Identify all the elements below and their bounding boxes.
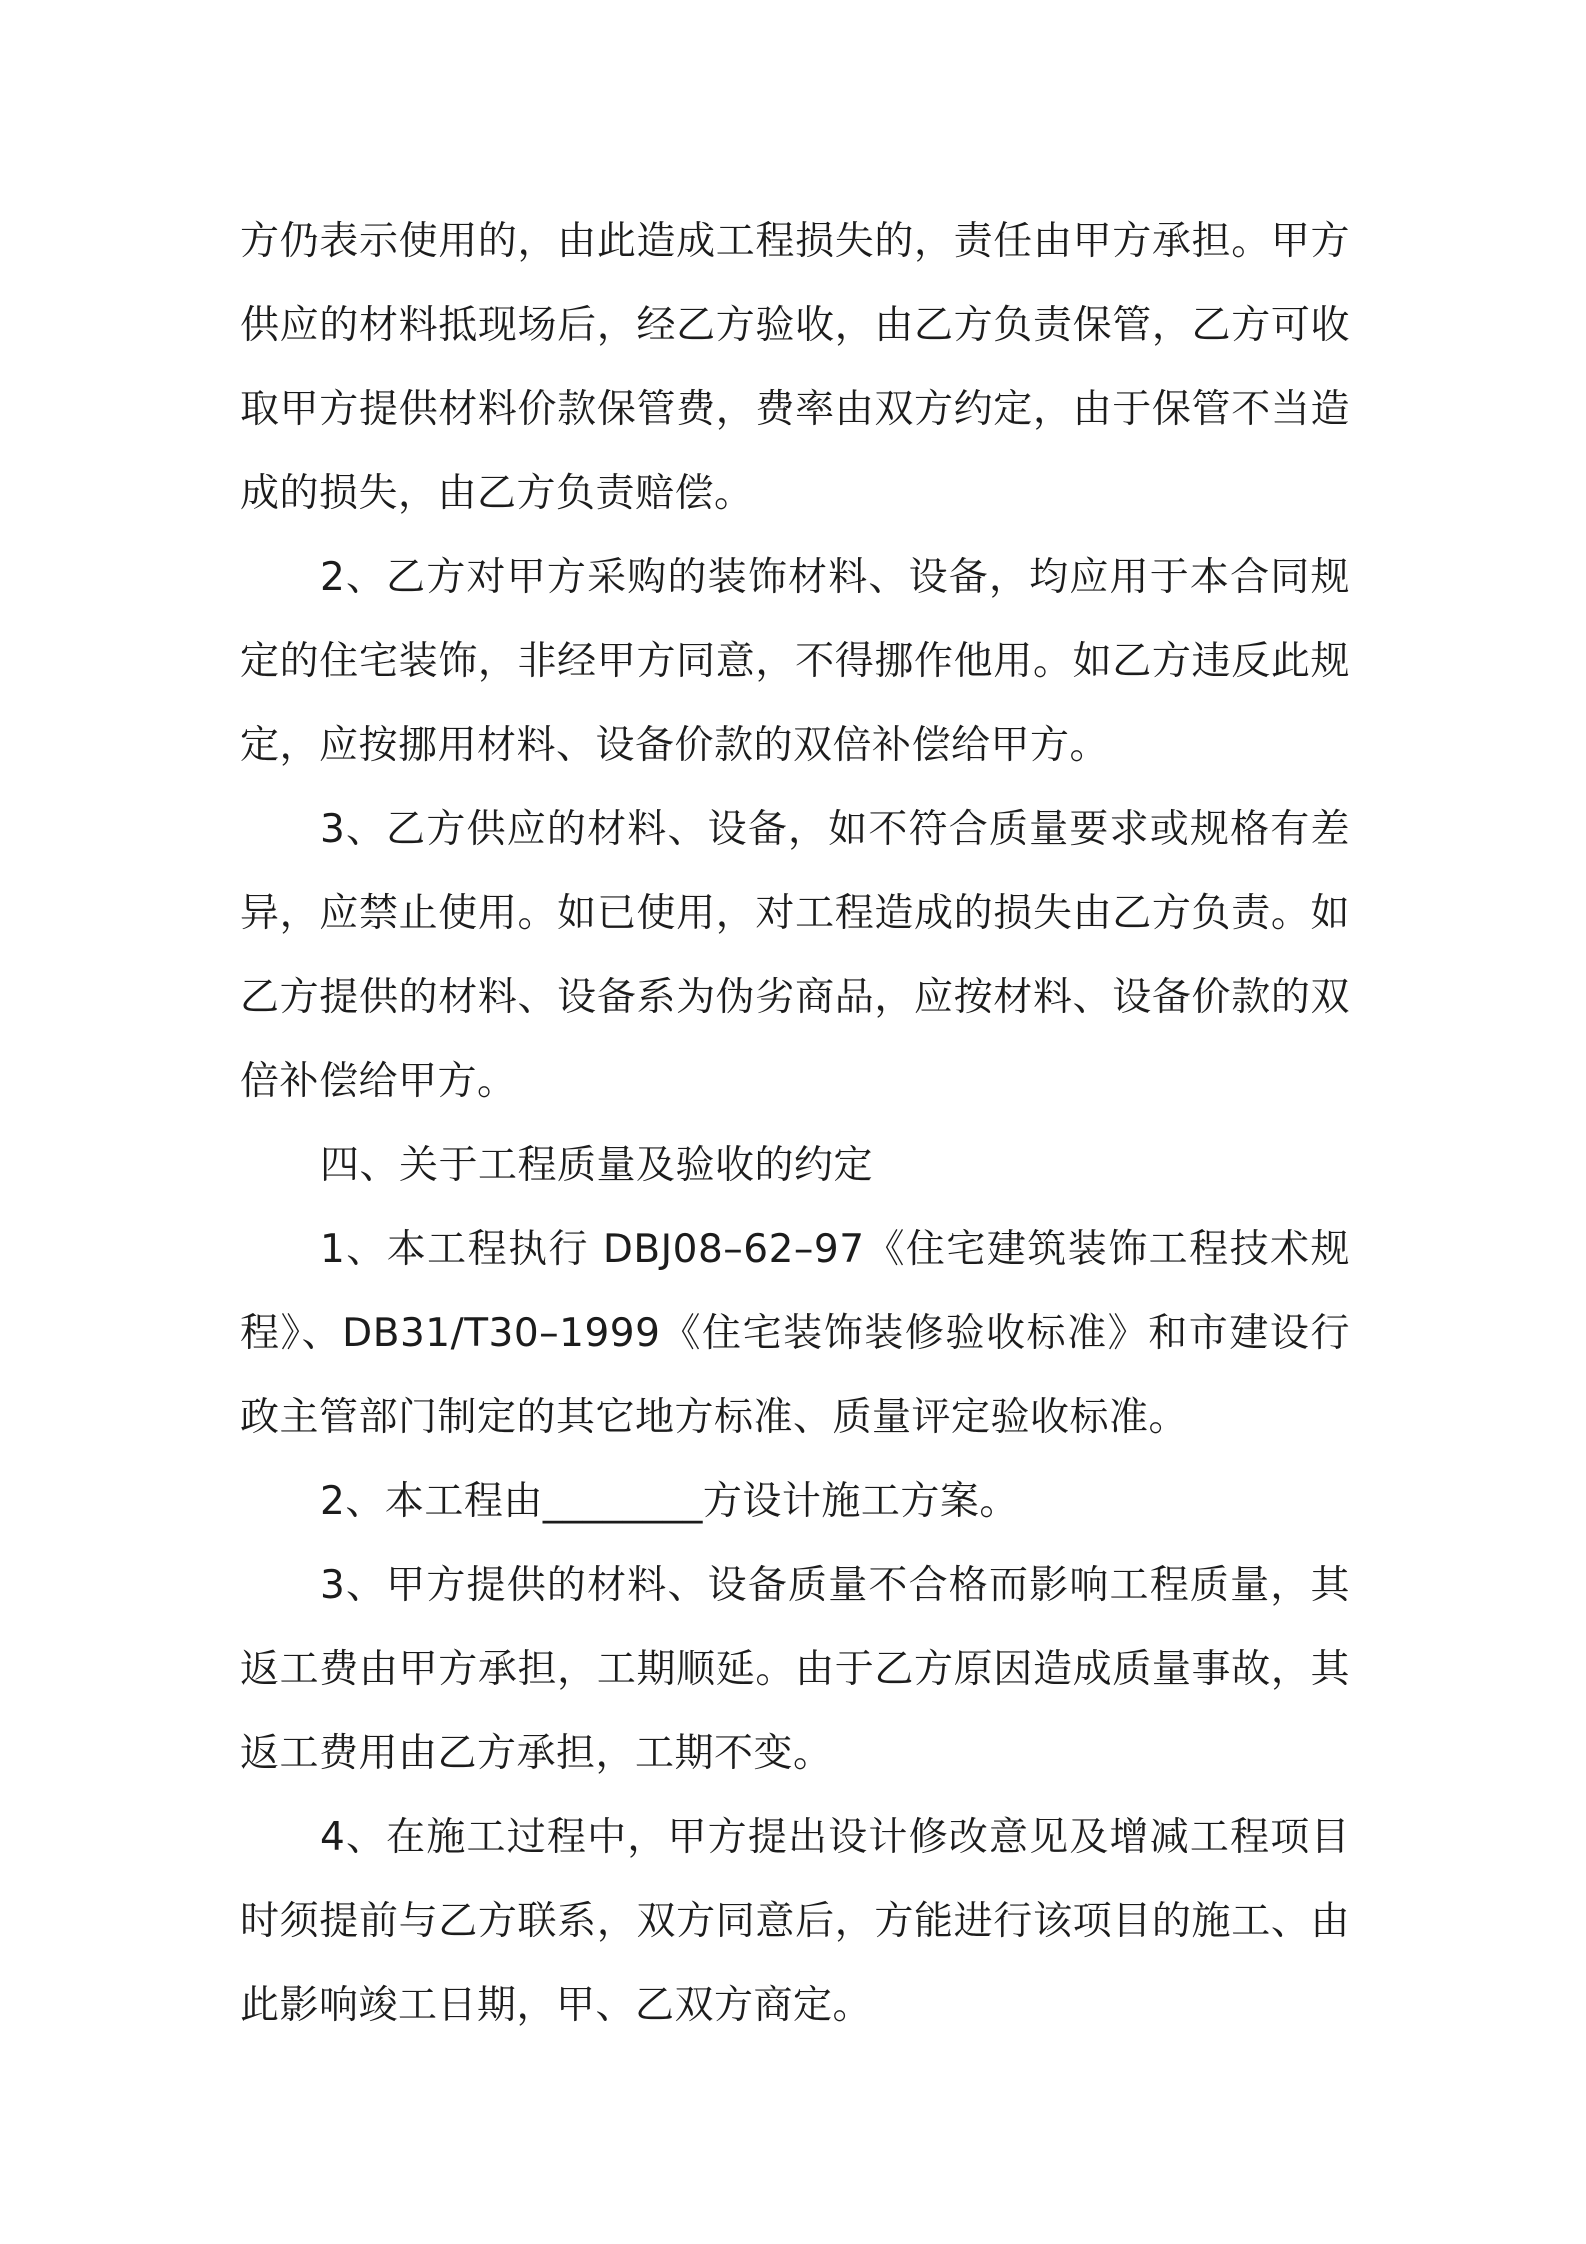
paragraph-quality-clause-2: 2、本工程由________方设计施工方案。	[320, 1479, 1019, 1524]
paragraph-clause-3: 3、乙方供应的材料、设备，如不符合质量要求或规格有差异，应禁止使用。如已使用，对工程造成的损失由乙方负责。如乙方提供的材料、设备系为伪劣商品，应按材料、设备价款的双倍补偿给甲方。	[240, 807, 1350, 1104]
paragraph-quality-clause-4: 4、在施工过程中，甲方提出设计修改意见及增减工程项目时须提前与乙方联系，双方同意后，方能进行该项目的施工、由此影响竣工日期，甲、乙双方商定。	[240, 1815, 1350, 2028]
paragraph-quality-clause-1: 1、本工程执行 DBJ08–62–97《住宅建筑装饰工程技术规程》、DB31/T30–1999《住宅装饰装修验收标准》和市建设行政主管部门制定的其它地方标准、质量评定验收标准。	[240, 1227, 1350, 1440]
paragraph-quality-clause-3: 3、甲方提供的材料、设备质量不合格而影响工程质量，其返工费由甲方承担，工期顺延。由于乙方原因造成质量事故，其返工费用由乙方承担，工期不变。	[240, 1563, 1350, 1776]
paragraph-clause-2: 2、乙方对甲方采购的装饰材料、设备，均应用于本合同规定的住宅装饰，非经甲方同意，不得挪作他用。如乙方违反此规定，应按挪用材料、设备价款的双倍补偿给甲方。	[240, 555, 1350, 768]
paragraph-continuation: 方仍表示使用的，由此造成工程损失的，责任由甲方承担。甲方供应的材料抵现场后，经乙方验收，由乙方负责保管，乙方可收取甲方提供材料价款保管费，费率由双方约定，由于保管不当造成的损失，由乙方负责赔偿。	[240, 219, 1350, 516]
section-heading-quality: 四、关于工程质量及验收的约定	[320, 1143, 874, 1188]
contract-body	[240, 200, 1350, 2048]
